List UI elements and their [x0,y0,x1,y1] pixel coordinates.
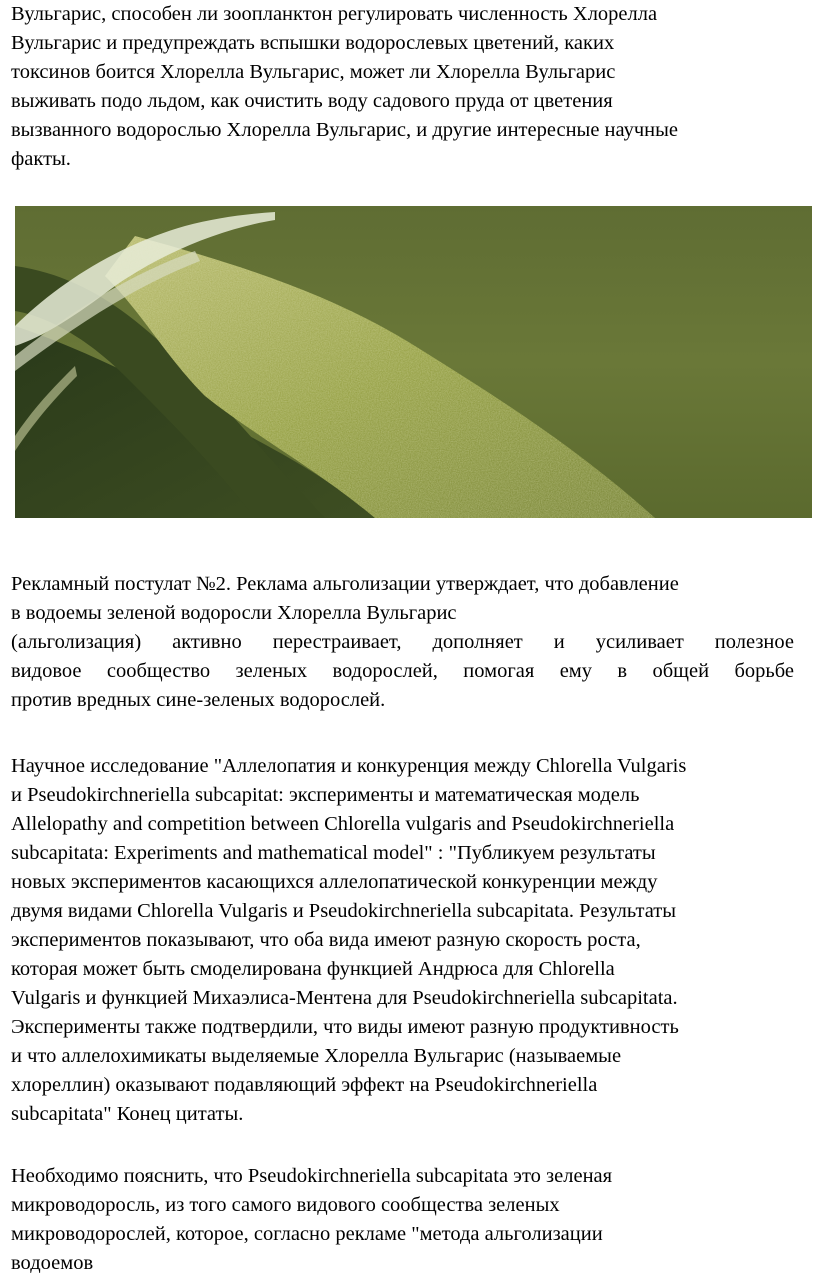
study-paragraph [11,752,794,1129]
text-line: Научное исследование "Аллелопатия и конкуренция между Chlorella Vulgaris [11,755,687,777]
text-line: вызванного водорослью Хлорелла Вульгарис, и другие интересные научные [11,119,678,141]
algae-bloom-photo [15,206,812,518]
text-line: Эксперименты также подтвердили, что виды имеют разную продуктивность [11,1016,679,1038]
text-line: микроводоросль, из того самого видового сообщества зеленых [11,1194,560,1216]
text-line: в водоемы зеленой водоросли Хлорелла Вульгарис [11,602,457,624]
text-line: видовое сообщество зеленых водорослей, помогая ему в общей борьбе [11,660,794,682]
text-line: Allelopathy and competition between Chlorella vulgaris and Pseudokirchneriella [11,813,675,835]
text-line: микроводорослей, которое, согласно рекламе "метода альголизации [11,1223,603,1245]
text-line: и что аллелохимикаты выделяемые Хлорелла Вульгарис (называемые [11,1045,622,1067]
text-line: токсинов боится Хлорелла Вульгарис, может ли Хлорелла Вульгарис [11,61,616,83]
algae-bloom-image [15,206,812,518]
text-line: и Pseudokirchneriella subcapitat: эксперименты и математическая модель [11,784,640,806]
text-line: Рекламный постулат №2. Реклама альголизации утверждает, что добавление [11,573,679,595]
text-line: subcapitata" Конец цитаты. [11,1103,244,1125]
text-line: Необходимо пояснить, что Pseudokirchneriella subcapitata это зеленая [11,1165,613,1187]
text-line: новых экспериментов касающихся аллелопатической конкуренции между [11,871,658,893]
text-line: водоемов [11,1252,94,1274]
text-line: факты. [11,148,71,170]
text-line: выживать подо льдом, как очистить воду садового пруда от цветения [11,90,613,112]
postulate-paragraph [11,570,794,715]
text-line: хлореллин) оказывают подавляющий эффект на Pseudokirchneriella [11,1074,598,1096]
text-line: против вредных сине-зеленых водорослей. [11,689,386,711]
text-line: (альголизация) активно перестраивает, дополняет и усиливает полезное [11,631,794,653]
intro-paragraph [11,0,794,174]
text-line: Вульгарис, способен ли зоопланктон регулировать численность Хлорелла [11,3,658,25]
explanation-paragraph [11,1162,794,1278]
text-line: двумя видами Chlorella Vulgaris и Pseudokirchneriella subcapitata. Результаты [11,900,676,922]
text-line: которая может быть смоделирована функцией Андрюса для Chlorella [11,958,615,980]
text-line: Vulgaris и функцией Михаэлиса-Ментена для Pseudokirchneriella subcapitata. [11,987,678,1009]
text-line: Вульгарис и предупреждать вспышки водорослевых цветений, каких [11,32,615,54]
text-line: subcapitata: Experiments and mathematical model" : "Публикуем результаты [11,842,656,864]
text-line: экспериментов показывают, что оба вида имеют разную скорость роста, [11,929,641,951]
